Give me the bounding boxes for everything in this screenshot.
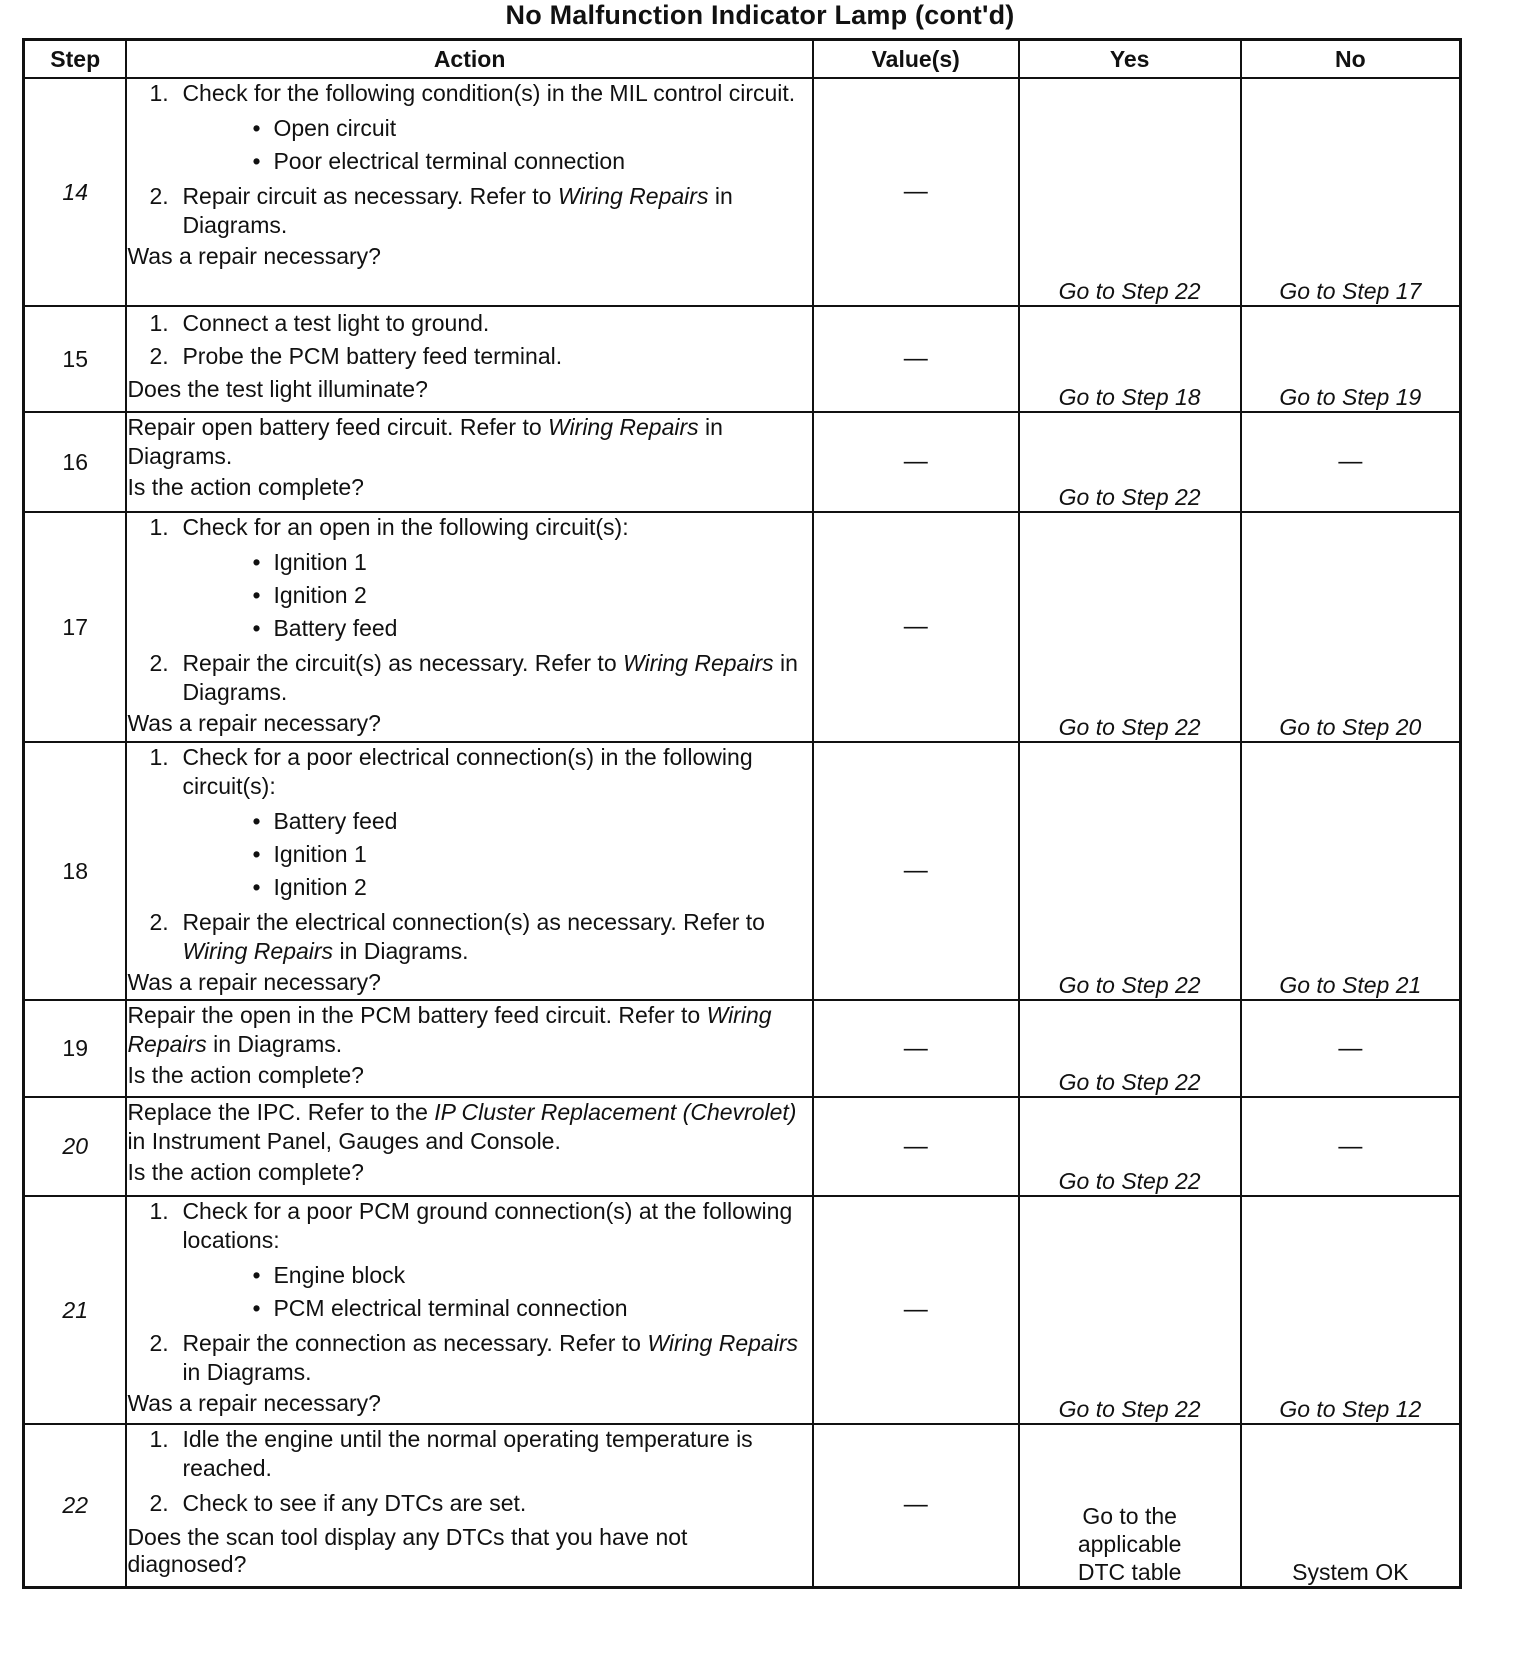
action-cell — [126, 1000, 812, 1097]
value-cell: — — [813, 1000, 1019, 1097]
table-row — [24, 306, 1461, 412]
table-row — [24, 742, 1461, 1000]
step-number: 20 — [24, 1097, 127, 1196]
action-question: Was a repair necessary? — [127, 243, 381, 269]
action-item: Check for the following condition(s) in the MIL control circuit. — [182, 80, 796, 106]
value-cell: — — [813, 742, 1019, 1000]
yes-cell: Go to the applicable DTC table — [1019, 1424, 1241, 1587]
action-cell: 1. Check for an open in the following circuit(s): • Ignition 1 • Ignition 2 • Battery feed 2. Repair the circuit(s) as necessary. Refer to Wiring Repairs in Diagrams. Was a repair necessary? — [126, 512, 812, 742]
action-text: Repair the open in the PCM battery feed circuit. Refer to Wiring Repairs in Diagrams. — [127, 1002, 772, 1057]
value-cell: — — [813, 512, 1019, 742]
yes-cell: Go to Step 22 — [1019, 1097, 1241, 1196]
action-question: Does the test light illuminate? — [127, 376, 428, 402]
action-question: Is the action complete? — [127, 1159, 364, 1185]
list-item: • PCM electrical terminal connection — [182, 1292, 811, 1325]
yes-cell: Go to Step 18 — [1019, 306, 1241, 412]
header-step: Step — [24, 40, 127, 79]
list-item: • Ignition 1 — [182, 546, 811, 579]
list-item: • Battery feed — [182, 612, 811, 645]
no-cell: Go to Step 20 — [1241, 512, 1461, 742]
yes-cell: Go to Step 22 — [1019, 1196, 1241, 1424]
action-cell — [126, 1097, 812, 1196]
value-cell: — — [813, 1097, 1019, 1196]
action-item: Probe the PCM battery feed terminal. — [182, 343, 563, 369]
header-action: Action — [126, 40, 812, 79]
list-item: • Open circuit — [182, 112, 811, 145]
no-cell: — — [1241, 412, 1461, 512]
step-number: 21 — [24, 1196, 127, 1424]
action-question: Was a repair necessary? — [127, 1390, 381, 1416]
table-row — [24, 78, 1461, 306]
action-question: Was a repair necessary? — [127, 969, 381, 995]
no-cell: Go to Step 17 — [1241, 78, 1461, 306]
step-number: 18 — [24, 742, 127, 1000]
value-cell: — — [813, 306, 1019, 412]
action-question: Is the action complete? — [127, 474, 364, 500]
action-text: Repair open battery feed circuit. Refer to Wiring Repairs in Diagrams. — [127, 414, 723, 469]
action-question: Does the scan tool display any DTCs that you have not diagnosed? — [127, 1524, 688, 1577]
step-number: 16 — [24, 412, 127, 512]
action-text: Replace the IPC. Refer to the IP Cluster Replacement (Chevrolet) in Instrument Panel, Gauges and Console. — [127, 1099, 797, 1154]
no-cell: Go to Step 19 — [1241, 306, 1461, 412]
action-cell — [126, 412, 812, 512]
action-item: Check for an open in the following circuit(s): — [182, 514, 629, 540]
no-cell: System OK — [1241, 1424, 1461, 1587]
no-cell: — — [1241, 1000, 1461, 1097]
action-item: Connect a test light to ground. — [182, 310, 490, 336]
header-row — [24, 40, 1461, 79]
header-no: No — [1241, 40, 1461, 79]
table-row — [24, 512, 1461, 742]
step-number: 22 — [24, 1424, 127, 1587]
diagnostic-table — [22, 38, 1462, 1589]
step-number: 15 — [24, 306, 127, 412]
no-cell: Go to Step 21 — [1241, 742, 1461, 1000]
table-row — [24, 412, 1461, 512]
action-question: Is the action complete? — [127, 1062, 364, 1088]
no-cell: — — [1241, 1097, 1461, 1196]
list-item: • Engine block — [182, 1259, 811, 1292]
action-item: Check for a poor PCM ground connection(s) at the following locations: — [182, 1198, 793, 1253]
action-item: Check for a poor electrical connection(s) in the following circuit(s): — [182, 744, 753, 799]
table-row — [24, 1196, 1461, 1424]
action-item: Check to see if any DTCs are set. — [182, 1490, 527, 1516]
action-cell: 1. Idle the engine until the normal operating temperature is reached. 2. Check to see if any DTCs are set. Does the scan tool display any DTCs that you have not diagnosed? — [126, 1424, 812, 1587]
list-item: • Battery feed — [182, 805, 811, 838]
value-cell: — — [813, 1196, 1019, 1424]
list-item: • Poor electrical terminal connection — [182, 145, 811, 178]
value-cell: — — [813, 78, 1019, 306]
value-cell: — — [813, 412, 1019, 512]
header-values: Value(s) — [813, 40, 1019, 79]
action-item: Idle the engine until the normal operating temperature is reached. — [182, 1426, 753, 1481]
step-number: 14 — [24, 78, 127, 306]
header-yes: Yes — [1019, 40, 1241, 79]
page-title: No Malfunction Indicator Lamp (cont'd) — [505, 0, 1015, 30]
table-row — [24, 1000, 1461, 1097]
table-row — [24, 1097, 1461, 1196]
table-row — [24, 1424, 1461, 1587]
no-cell: Go to Step 12 — [1241, 1196, 1461, 1424]
step-number: 19 — [24, 1000, 127, 1097]
yes-cell: Go to Step 22 — [1019, 742, 1241, 1000]
step-number: 17 — [24, 512, 127, 742]
action-question: Was a repair necessary? — [127, 710, 381, 736]
list-item: • Ignition 1 — [182, 838, 811, 871]
list-item: • Ignition 2 — [182, 871, 811, 904]
yes-cell: Go to Step 22 — [1019, 78, 1241, 306]
yes-cell: Go to Step 22 — [1019, 412, 1241, 512]
yes-cell: Go to Step 22 — [1019, 512, 1241, 742]
action-cell: 1. Check for a poor electrical connection(s) in the following circuit(s): • Battery feed • Ignition 1 • Ignition 2 2. Repair the electrical connection(s) as necessary. Refer to Wiring Repairs in Diagrams. Was a repair necessary? — [126, 742, 812, 1000]
action-cell: 1. Connect a test light to ground. 2. Probe the PCM battery feed terminal. Does the test light illuminate? — [126, 306, 812, 412]
value-cell: — — [813, 1424, 1019, 1587]
action-cell: 1. Check for a poor PCM ground connection(s) at the following locations: • Engine block • PCM electrical terminal connection 2. Repair the connection as necessary. Refer to Wiring Repairs in Diagrams. Was a repair necessary? — [126, 1196, 812, 1424]
yes-cell: Go to Step 22 — [1019, 1000, 1241, 1097]
action-cell: 1. Check for the following condition(s) in the MIL control circuit. • Open circuit • Poor electrical terminal connection 2. Repair circuit as necessary. Refer to Wiring Repairs in Diagrams. Was a repair necessary? — [126, 78, 812, 306]
list-item: • Ignition 2 — [182, 579, 811, 612]
